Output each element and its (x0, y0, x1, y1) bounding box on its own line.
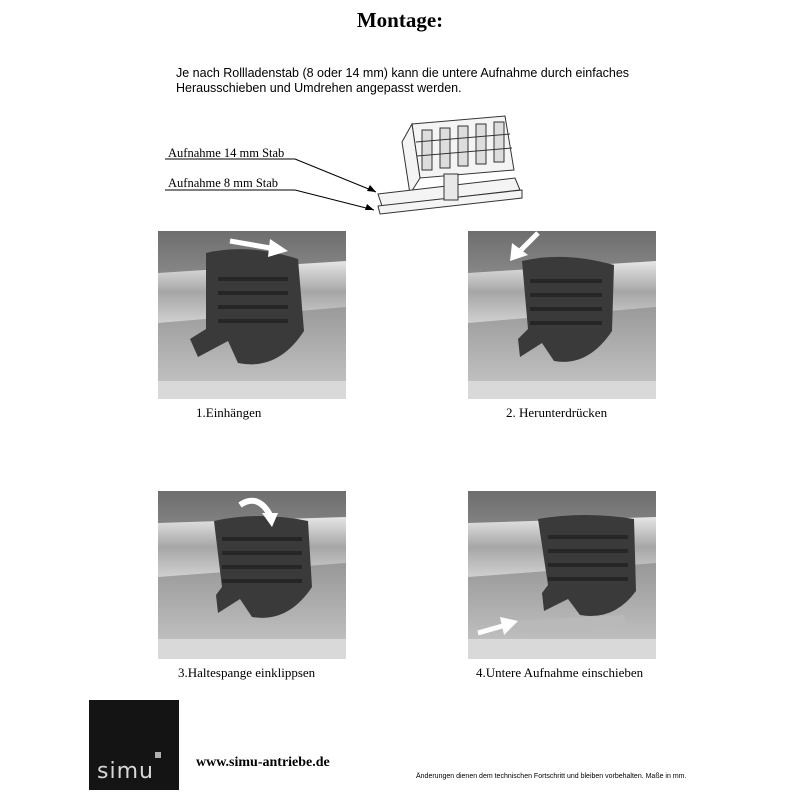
simu-logo (89, 700, 179, 790)
intro-text: Je nach Rollladenstab (8 oder 14 mm) kann die untere Aufnahme durch einfaches Herausschieben und Umdrehen angepasst werden. (176, 66, 630, 95)
step-2-caption: 2. Herunterdrücken (506, 405, 608, 420)
logo-text: simu (97, 759, 154, 784)
logo-dot (155, 752, 161, 758)
step-3-caption: 3.Haltespange einklippsen (178, 665, 316, 680)
website-link[interactable]: www.simu-antriebe.de (196, 755, 330, 770)
step-3-photo (158, 491, 346, 659)
part-diagram (160, 112, 530, 222)
label-8mm: Aufnahme 8 mm Stab (168, 176, 279, 190)
step-2-photo (468, 231, 656, 399)
step-4-caption: 4.Untere Aufnahme einschieben (476, 665, 644, 680)
step-1-photo (158, 231, 346, 399)
step-4-photo (468, 491, 656, 659)
page-title: Montage: (356, 8, 444, 32)
footer-note: Änderungen dienen dem technischen Fortschritt und bleiben vorbehalten. Maße in mm. (416, 773, 687, 780)
step-1-caption: 1.Einhängen (196, 405, 262, 420)
label-14mm: Aufnahme 14 mm Stab (168, 146, 285, 160)
